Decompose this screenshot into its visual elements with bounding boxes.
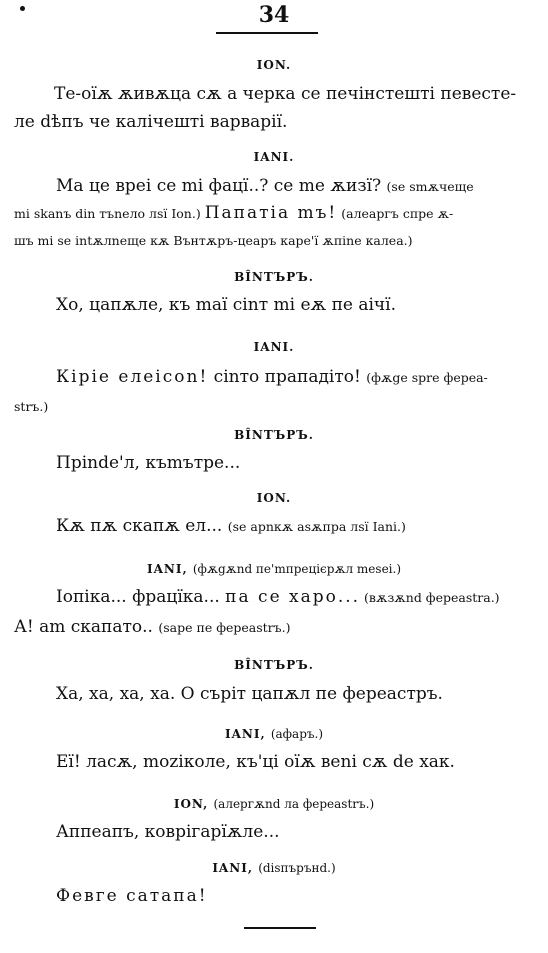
speaker-label: BÎNTЪРЪ.: [234, 270, 314, 284]
speaker-label: IANI, (афаръ.): [224, 727, 324, 741]
dialogue-line: Прinde'л, къmътре...: [56, 453, 241, 473]
speaker-label: IANI.: [253, 340, 295, 354]
dialogue-line: Еї! ласѫ, mozіколе, къ'ці оїѫ веnі сѫ de хак.: [56, 752, 455, 772]
dialogue-line: [14, 230, 413, 250]
speaker-label: IANI.: [253, 150, 295, 164]
dialogue-line: А! am скапато.. (sаре пе ферeastrъ.): [14, 617, 291, 637]
speaker-label: ION.: [256, 491, 292, 505]
dialogue-line: Те-оїѫ ѫивѫца сѫ а черка се печінстешті певесте-: [54, 84, 517, 104]
end-rule: [244, 927, 316, 929]
header-rule: [216, 32, 318, 34]
stage-direction: (se smѫчеще: [386, 179, 474, 194]
dialogue-line: Кѫ пѫ скапѫ ел... (se арnкѫ asѫпра лѕї Iani.): [56, 516, 406, 536]
speaker-label: BÎNTЪРЪ.: [234, 658, 314, 672]
page-number: 34: [258, 2, 290, 28]
dialogue-line: mi skanъ din тъnело лѕї Ion.) Папатіа mъ! (алеаргъ спре ѫ-: [14, 203, 454, 223]
stage-direction: (disпърънd.): [258, 861, 336, 875]
speaker-label: IANI, (disпърънd.): [212, 861, 336, 875]
stage-direction: (sаре пе ферeastrъ.): [158, 620, 291, 635]
speaker-label: ION.: [256, 58, 292, 72]
dialogue-line: Февге сатапа!: [56, 886, 208, 906]
dialogue-line: Ма це вреі се mi фацї..? се mе ѫизї? (se smѫчеще: [56, 176, 474, 196]
dialogue-line: [14, 396, 48, 416]
dialogue-line: Кіріе елеісоn! сіnто прападіто! (фѫge spre фереа-: [56, 367, 488, 387]
stage-direction: mi skanъ din тъnело лѕї Ion.): [14, 206, 205, 221]
stage-direction: (алеаргъ спре ѫ-: [337, 206, 454, 221]
speaker-label: IANI, (фѫgѫnd пе'mпрецієрѫл mesei.): [147, 562, 401, 576]
stage-direction: (алергѫnd ла ферeastrъ.): [213, 797, 375, 811]
dialogue-line: Хо, цапѫле, къ maї сіnт mi еѫ пе аічї.: [56, 295, 397, 315]
stage-direction: (фѫgѫnd пе'mпрецієрѫл mesei.): [192, 562, 401, 576]
dialogue-line: ле dѣпъ че калічешті варварії.: [14, 112, 288, 132]
stage-direction: шъ mi se intѫлnеще кѫ Вънтѫръ-цеаръ каре'ї ѫпіnе калеа.): [14, 233, 413, 248]
stage-direction: (фѫge spre фереа-: [366, 370, 488, 385]
dialogue-line: Іопіка... фрацїка... па се харо... (вѫзѫnd ферeastra.): [56, 587, 500, 607]
stage-direction: (вѫзѫnd ферeastra.): [360, 590, 500, 605]
dialogue-line: Аппеапъ, коврігарїѫле...: [56, 822, 280, 842]
dialogue-line: Ха, ха, ха, ха. О съріт цапѫл пе ферeастръ.: [56, 684, 443, 704]
stage-direction: strъ.): [14, 399, 49, 414]
stage-direction: (se арnкѫ asѫпра лѕї Iani.): [227, 519, 406, 534]
speaker-label: BÎNTЪРЪ.: [234, 428, 314, 442]
speaker-label: ION, (алергѫnd ла ферeastrъ.): [173, 797, 375, 811]
stage-direction: (афаръ.): [270, 727, 324, 741]
